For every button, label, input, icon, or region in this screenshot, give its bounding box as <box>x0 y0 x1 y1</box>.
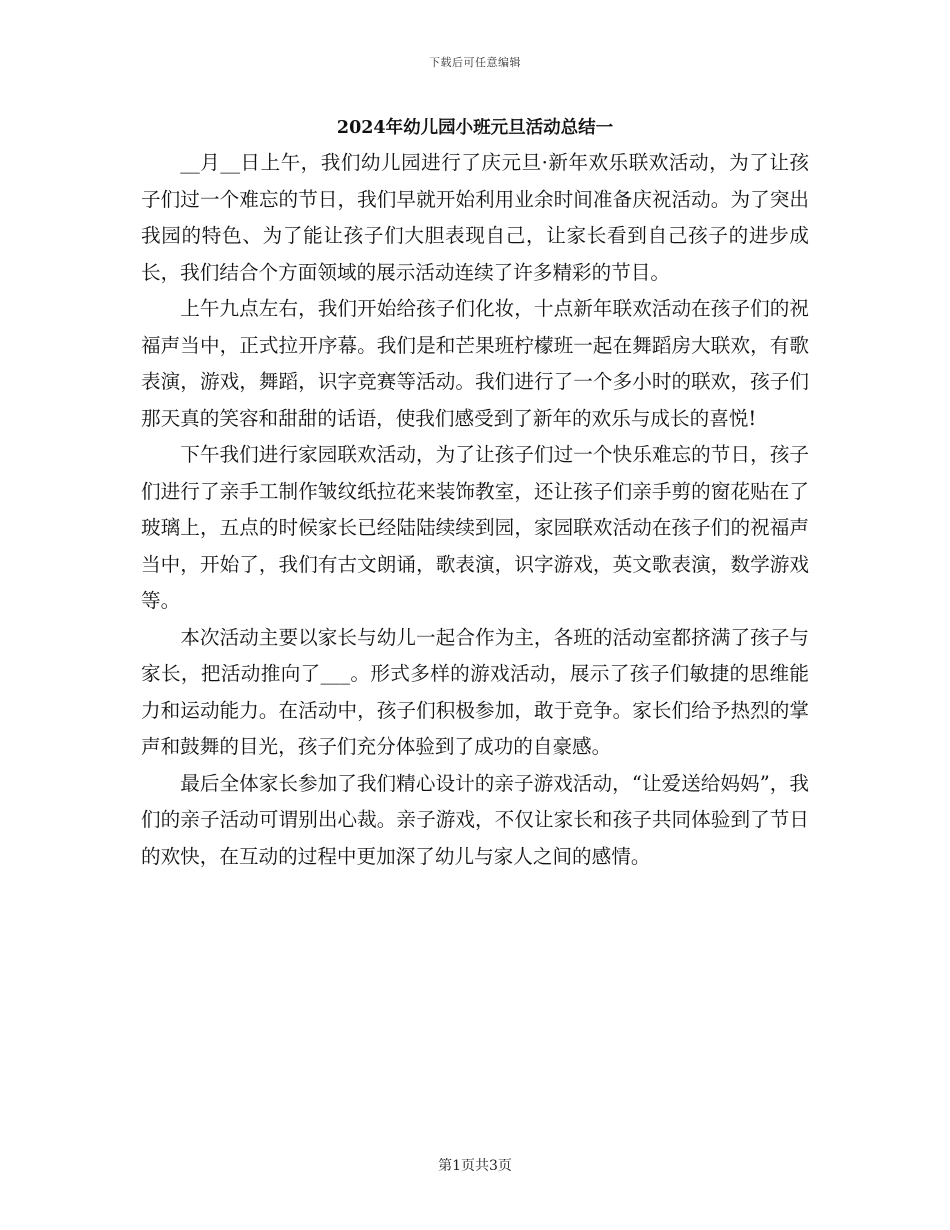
paragraph-4: 本次活动主要以家长与幼儿一起合作为主，各班的活动室都挤满了孩子与家长，把活动推向了___。形式多样的游戏活动，展示了孩子们敏捷的思维能力和运动能力。在活动中，孩子们积极参加，敢于竞争。家长们给予热烈的掌声和鼓舞的目光，孩子们充分体验到了成功的自豪感。 <box>141 625 809 758</box>
paragraph-3: 下午我们进行家园联欢活动，为了让孩子们过一个快乐难忘的节日，孩子们进行了亲手工制作皱纹纸拉花来装饰教室，还让孩子们亲手剪的窗花贴在了玻璃上，五点的时候家长已经陆陆续续到园，家园联欢活动在孩子们的祝福声当中，开始了，我们有古文朗诵，歌表演，识字游戏，英文歌表演，数学游戏等。 <box>141 443 809 612</box>
document-title: 2024年幼儿园小班元旦活动总结一 <box>336 118 614 138</box>
paragraph-2: 上午九点左右，我们开始给孩子们化妆，十点新年联欢活动在孩子们的祝福声当中，正式拉开序幕。我们是和芒果班柠檬班一起在舞蹈房大联欢，有歌表演，游戏，舞蹈，识字竞赛等活动。我们进行了一个多小时的联欢，孩子们那天真的笑容和甜甜的话语，使我们感受到了新年的欢乐与成长的喜悦! <box>141 297 809 430</box>
page-header-note: 下载后可任意编辑 <box>429 56 521 69</box>
paragraph-5: 最后全体家长参加了我们精心设计的亲子游戏活动，“让爱送给妈妈”，我们的亲子活动可谓别出心裁。亲子游戏，不仅让家长和孩子共同体验到了节日的欢快，在互动的过程中更加深了幼儿与家人之间的感情。 <box>141 771 809 868</box>
document-body <box>141 145 809 875</box>
paragraph-1: __月__日上午，我们幼儿园进行了庆元旦·新年欢乐联欢活动，为了让孩子们过一个难忘的节日，我们早就开始利用业余时间准备庆祝活动。为了突出我园的特色、为了能让孩子们大胆表现自己，让家长看到自己孩子的进步成长，我们结合个方面领域的展示活动连续了许多精彩的节目。 <box>141 151 809 284</box>
page-number-footer: 第1页共3页 <box>438 1158 512 1174</box>
